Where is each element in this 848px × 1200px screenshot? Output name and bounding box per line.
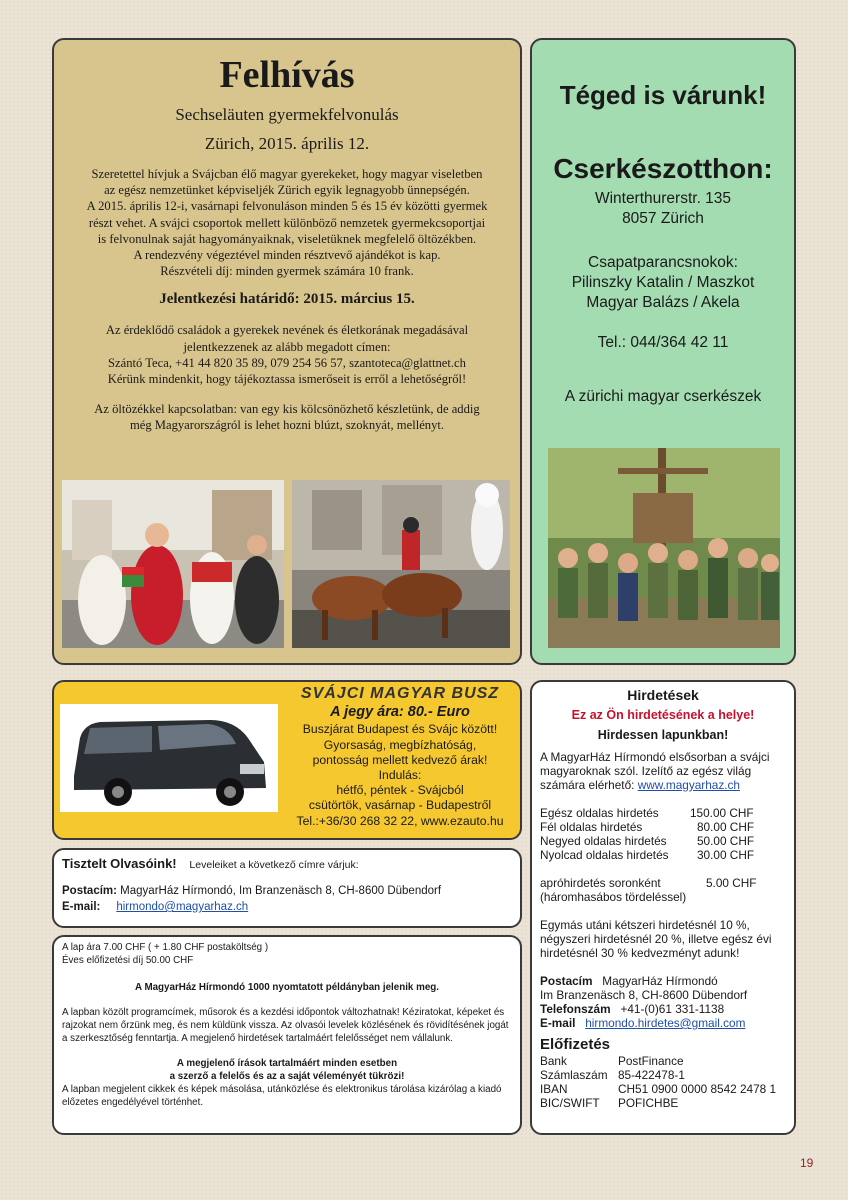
email-label: E-mail: [62, 901, 101, 913]
ad-price-list [540, 806, 786, 862]
ads-post-name: MagyarHáz Hírmondó [602, 974, 718, 988]
subscription-info: Éves előfizetési díj 50.00 CHF [62, 955, 194, 966]
bus-ad-text [282, 686, 518, 829]
text-line: részt vehet. A svájci csoportok mellett különböző nemzetek gyermekcsoportjai [88, 215, 486, 230]
bank-row [540, 1068, 786, 1082]
readers-panel [52, 848, 522, 928]
small-ad-label: apróhirdetés soronként [540, 876, 661, 890]
scout-address-street: Winterthurerstr. 135 [594, 190, 732, 207]
scout-leaders-label: Csapatparancsnokok: [588, 254, 738, 271]
ads-slogan: Ez az Ön hirdetésének a helye! [571, 708, 755, 722]
print-run: A MagyarHáz Hírmondó 1000 nyomtatott példányban jelenik meg. [135, 982, 439, 993]
scout-panel [530, 38, 796, 665]
text-line: Buszjárat Budapest és Svájc között! [302, 722, 498, 737]
text-line: A 2015. április 12-i, vasárnapi felvonuláson minden 5 és 15 év közötti gyermek [86, 199, 488, 214]
bus-ticket-price: A jegy ára: 80.- Euro [330, 704, 470, 721]
event-date: Zürich, 2015. április 12. [204, 134, 370, 153]
bus-ad-panel [52, 680, 522, 840]
ads-title: Hirdetések [627, 687, 699, 703]
horse-parade-photo [292, 480, 510, 648]
text-line: A rendezvény végeztével minden résztvevő ajándékot is kap. [133, 248, 441, 263]
ads-phone-number: +41-(0)61 331-1138 [620, 1002, 725, 1016]
publication-info-panel [52, 935, 522, 1135]
text-line: pontosság mellett kedvező árak! [312, 752, 488, 767]
bus-ad-title: SVÁJCI MAGYAR BUSZ [300, 685, 500, 702]
text-line: az egész nemzetünket képviseljék Zürich egyik legnagyobb ünnepségén. [104, 183, 470, 198]
responsibility-note: a szerző a felelős és az a saját véleményét tükrözi! [169, 1071, 405, 1082]
bank-details [540, 1054, 786, 1110]
ads-post [540, 974, 786, 988]
scout-place: Cserkészotthon: [553, 153, 773, 184]
ads-email-label: E-mail [540, 1016, 576, 1030]
scout-headline: Téged is várunk! [559, 80, 767, 110]
price-value: 30.00 CHF [697, 848, 755, 862]
bus-contact: Tel.:+36/30 268 32 22, www.ezauto.hu [296, 813, 504, 828]
ads-intro [540, 750, 786, 792]
bank-label: Számlaszám [540, 1068, 608, 1082]
scout-signature: A zürichi magyar cserkészek [564, 388, 762, 405]
copyright-text: A lapban megjelent cikkek és képek másolása, utánközlése és elektronikus tárolása kizárólag a kiadó előzetes engedélyével történhet. [62, 1084, 502, 1108]
page-number: 19 [800, 1156, 814, 1170]
bank-label: Bank [540, 1054, 567, 1068]
subscription-title: Előfizetés [540, 1036, 611, 1053]
ads-email-link[interactable]: hirmondo.hirdetes@gmail.com [585, 1016, 746, 1030]
felhivas-title: Felhívás [219, 54, 355, 96]
deadline: Jelentkezési határidő: 2015. március 15. [159, 291, 415, 308]
text-line: Szeretettel hívjuk a Svájcban élő magyar gyerekeket, hogy magyar viseletben [91, 167, 483, 181]
advertising-panel [530, 680, 796, 1135]
price-value: 80.00 CHF [697, 820, 755, 834]
price-value: 50.00 CHF [697, 834, 755, 848]
small-ad-value: 5.00 CHF [706, 876, 757, 890]
price-row [540, 806, 786, 820]
price-label: Nyolcad oldalas hirdetés [540, 848, 669, 862]
ads-phone-label: Telefonszám [540, 1002, 611, 1016]
text-line: hétfő, péntek - Svájcból [336, 783, 464, 798]
minibus-photo [60, 704, 278, 812]
ads-intro-text: A MagyarHáz Hírmondó elsősorban a svájci magyaroknak szól. Izelítő az egész világ számára elérhető: [540, 750, 770, 792]
postal-label: Postacím: [62, 885, 117, 897]
scout-phone: Tel.: 044/364 42 11 [597, 334, 729, 351]
text-line: Szántó Teca, +41 44 820 35 89, 079 254 56 57, szantoteca@glattnet.ch [108, 355, 466, 370]
responsibility-note: A megjelenő írások tartalmáért minden esetben [176, 1058, 398, 1069]
event-name: Sechseläuten gyermekfelvonulás [175, 105, 399, 124]
bank-row [540, 1082, 786, 1096]
price-row [540, 848, 786, 862]
readers-email-link[interactable]: hirmondo@magyarhaz.ch [116, 901, 249, 913]
scouts-group-photo [548, 448, 780, 648]
ads-post-label: Postacím [540, 974, 593, 988]
scout-leader: Pilinszky Katalin / Maszkot [571, 274, 755, 291]
contact-text [62, 322, 512, 387]
text-line: Az öltözékkel kapcsolatban: van egy kis kölcsönözhető készletünk, de addig [94, 402, 480, 417]
small-ad-note: (háromhasábos tördeléssel) [540, 890, 687, 904]
bank-value: PostFinance [618, 1054, 684, 1068]
text-line: jelentkezzenek az alább megadott címen: [183, 339, 391, 354]
price-label: Negyed oldalas hirdetés [540, 834, 667, 848]
postal-address: MagyarHáz Hírmondó, Im Branzenäsch 8, CH-8600 Dübendorf [120, 885, 442, 897]
bank-row [540, 1096, 786, 1110]
small-ad-row [540, 876, 786, 890]
ads-email [540, 1016, 786, 1030]
felhivas-panel [52, 38, 522, 665]
bank-value: POFICHBE [618, 1096, 679, 1110]
text-line: még Magyarországról is lehet hozni blúzt, szoknyát, mellényt. [129, 418, 445, 433]
children-parade-photo [62, 480, 284, 648]
website-link[interactable]: www.magyarhaz.ch [637, 778, 740, 792]
price-label: Egész oldalas hirdetés [540, 806, 659, 820]
price-info: A lap ára 7.00 CHF ( + 1.80 CHF postaköltség ) [62, 942, 269, 953]
ads-call: Hirdessen lapunkban! [597, 728, 729, 742]
text-line: Kérünk mindenkit, hogy tájékoztassa ismerőseit is erről a lehetőségről! [107, 372, 467, 387]
text-line: Részvételi díj: minden gyermek számára 10 frank. [160, 264, 414, 279]
text-line: is felvonulnak saját hagyományaiknak, viseletüknek megfelelő öltözékben. [97, 231, 477, 246]
scout-leader: Magyar Balázs / Akela [586, 294, 740, 311]
price-label: Fél oldalas hirdetés [540, 820, 643, 834]
bank-label: IBAN [540, 1082, 568, 1096]
scout-address-city: 8057 Zürich [622, 210, 704, 227]
bank-label: BIC/SWIFT [540, 1096, 600, 1110]
text-line: Indulás: [378, 768, 422, 783]
invitation-text [62, 166, 512, 279]
price-row [540, 820, 786, 834]
text-line: Az érdeklődő családok a gyerekek nevének és életkorának megadásával [105, 323, 469, 338]
ads-phone [540, 1002, 786, 1016]
disclaimer-text: A lapban közölt programcímek, műsorok és a kezdési időpontok változhatnak! Kéziratokat, képeket és rajzokat nem őrzünk meg, és nem küldünk vissza. Az olvasói levelek közlésének és rövidítésének jogát a szerkesztőség fenntartja. A megjelenő hirdetések tartalmáért felelősséget nem vállalunk. [62, 1007, 509, 1044]
text-line: csütörtök, vasárnap - Budapestről [308, 798, 492, 813]
discount-text: Egymás utáni kétszeri hirdetésnél 10 %, négyszeri hirdetésnél 20 %, illetve egész évi hirdetésnél 30 % kedvezményt adunk! [540, 918, 772, 960]
bank-value: 85-422478-1 [618, 1068, 685, 1082]
ads-post-address: Im Branzenäsch 8, CH-8600 Dübendorf [540, 988, 748, 1002]
text-line: Gyorsaság, megbízhatóság, [323, 737, 477, 752]
price-row [540, 834, 786, 848]
bank-value: CH51 0900 0000 8542 2478 1 [618, 1082, 777, 1096]
bank-row [540, 1054, 786, 1068]
readers-title: Tisztelt Olvasóink! [62, 856, 177, 871]
price-value: 150.00 CHF [690, 806, 754, 820]
readers-intro: Leveleiket a következő címre várjuk: [189, 859, 359, 871]
costume-text [62, 401, 512, 433]
